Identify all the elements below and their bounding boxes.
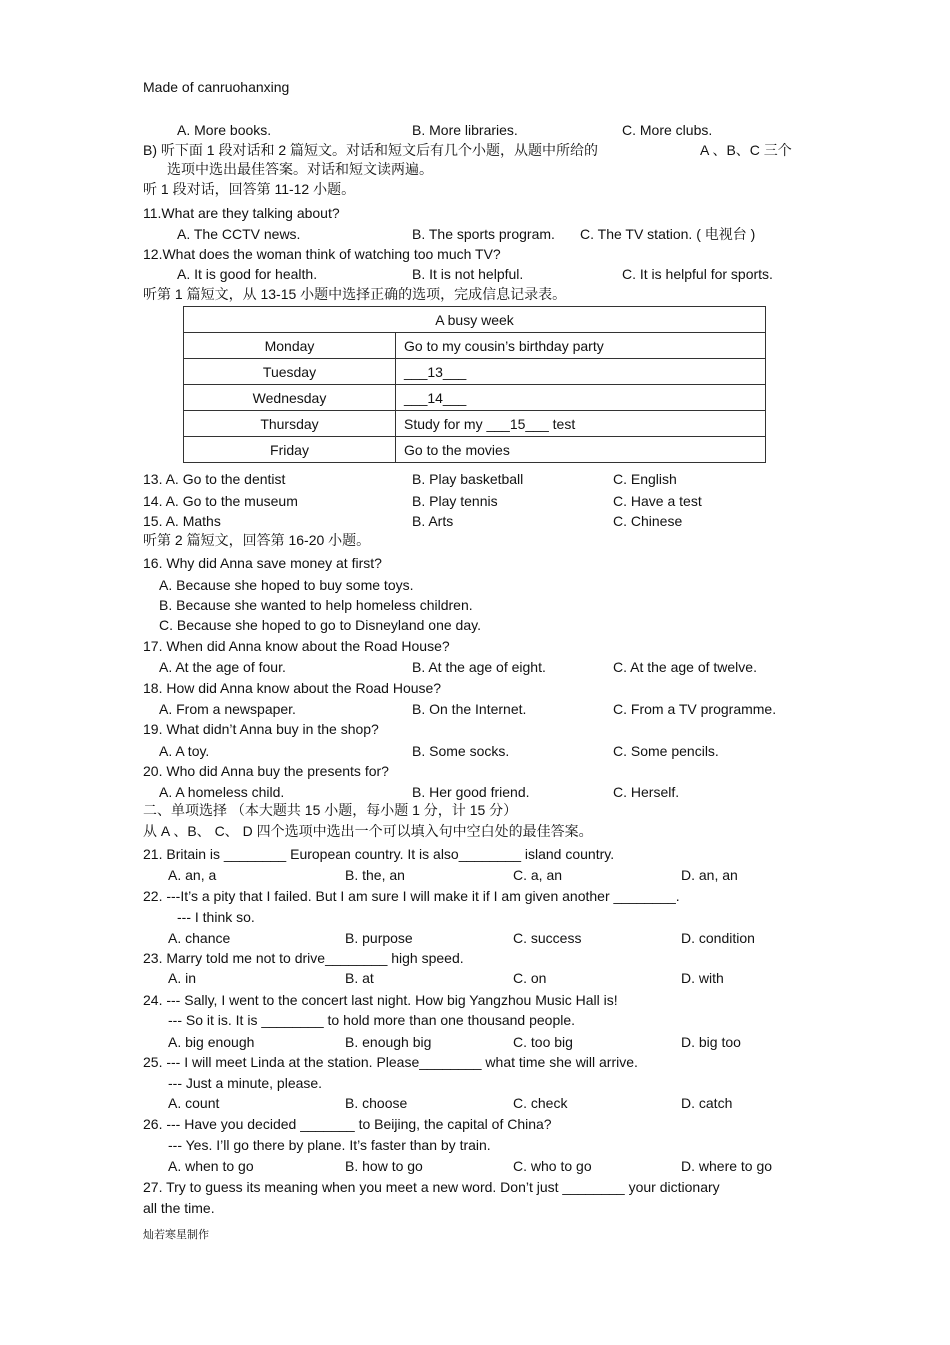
q21-option-a: A. an, a xyxy=(168,867,217,883)
q20-option-b: B. Her good friend. xyxy=(412,784,530,800)
q25-stem: 25. --- I will meet Linda at the station. Please________ what time she will arrive. xyxy=(143,1054,638,1070)
q26-stem: 26. --- Have you decided _______ to Beijing, the capital of China? xyxy=(143,1116,552,1132)
busy-week-table xyxy=(183,306,766,463)
q13-option-c: C. English xyxy=(613,471,677,487)
q22-option-a: A. chance xyxy=(168,930,231,946)
q20-option-c: C. Herself. xyxy=(613,784,680,800)
q11-option-a: A. The CCTV news. xyxy=(177,226,301,242)
page-header: Made of canruohanxing xyxy=(143,79,290,95)
q12-option-a: A. It is good for health. xyxy=(177,266,318,282)
q26-option-b: B. how to go xyxy=(345,1158,423,1174)
q17-option-a: A. At the age of four. xyxy=(159,659,286,675)
q23-option-b: B. at xyxy=(345,970,374,986)
q26-reply: --- Yes. I’ll go there by plane. It’s faster than by train. xyxy=(168,1137,491,1153)
q18-option-c: C. From a TV programme. xyxy=(613,701,777,717)
q15-option-c: C. Chinese xyxy=(613,513,683,529)
table-activity: Go to the movies xyxy=(396,437,766,463)
section-b-line1: B) 听下面 1 段对话和 2 篇短文。对话和短文后有几个小题，从题中所给的 xyxy=(143,142,599,158)
q17-option-c: C. At the age of twelve. xyxy=(613,659,757,675)
q17-stem: 17. When did Anna know about the Road House? xyxy=(143,638,450,654)
q11-option-c: C. The TV station. ( 电视台 ) xyxy=(580,226,756,242)
table-row xyxy=(184,333,766,359)
q24-option-d: D. big too xyxy=(681,1034,741,1050)
table-day: Wednesday xyxy=(184,385,396,411)
q23-option-a: A. in xyxy=(168,970,197,986)
q10-option-b: B. More libraries. xyxy=(412,122,518,138)
table-day: Friday xyxy=(184,437,396,463)
q25-option-b: B. choose xyxy=(345,1095,408,1111)
q25-reply: --- Just a minute, please. xyxy=(168,1075,323,1091)
q22-reply: --- I think so. xyxy=(177,909,255,925)
q14-option-b: B. Play tennis xyxy=(412,493,498,509)
q27-line1: 27. Try to guess its meaning when you meet a new word. Don’t just ________ your dictionary xyxy=(143,1179,720,1195)
q16-option-a: A. Because she hoped to buy some toys. xyxy=(159,577,414,593)
q18-option-a: A. From a newspaper. xyxy=(159,701,296,717)
q19-option-b: B. Some socks. xyxy=(412,743,510,759)
q21-option-c: C. a, an xyxy=(513,867,563,883)
table-activity: ___13___ xyxy=(396,359,766,385)
q16-stem: 16. Why did Anna save money at first? xyxy=(143,555,382,571)
q22-option-d: D. condition xyxy=(681,930,755,946)
q25-option-a: A. count xyxy=(168,1095,220,1111)
q24-option-a: A. big enough xyxy=(168,1034,255,1050)
table-row xyxy=(184,359,766,385)
passage2-instruction: 听第 2 篇短文，回答第 16-20 小题。 xyxy=(143,532,371,548)
q10-option-c: C. More clubs. xyxy=(622,122,713,138)
q12-stem: 12.What does the woman think of watching too much TV? xyxy=(143,246,501,262)
q11-option-b: B. The sports program. xyxy=(412,226,555,242)
table-activity: ___14___ xyxy=(396,385,766,411)
q24-stem: 24. --- Sally, I went to the concert last night. How big Yangzhou Music Hall is! xyxy=(143,992,618,1008)
section-b-line2: 选项中选出最佳答案。对话和短文读两遍。 xyxy=(167,161,433,177)
table-row xyxy=(184,437,766,463)
table-day: Monday xyxy=(184,333,396,359)
q24-option-b: B. enough big xyxy=(345,1034,432,1050)
q20-option-a: A. A homeless child. xyxy=(159,784,285,800)
activity-prefix: Study for my xyxy=(404,415,487,432)
activity-suffix: test xyxy=(548,415,576,432)
section-b-line1-right: A 、B、C 三个 xyxy=(700,142,792,158)
q23-stem: 23. Marry told me not to drive________ high speed. xyxy=(143,950,464,966)
q25-option-c: C. check xyxy=(513,1095,568,1111)
q19-option-a: A. A toy. xyxy=(159,743,210,759)
q24-option-c: C. too big xyxy=(513,1034,573,1050)
q22-option-b: B. purpose xyxy=(345,930,413,946)
table-activity: Go to my cousin’s birthday party xyxy=(396,333,766,359)
q26-option-c: C. who to go xyxy=(513,1158,592,1174)
q12-option-c: C. It is helpful for sports. xyxy=(622,266,773,282)
table-row xyxy=(184,411,766,437)
q15-option-b: B. Arts xyxy=(412,513,454,529)
q23-option-d: D. with xyxy=(681,970,724,986)
q14-option-c: C. Have a test xyxy=(613,493,702,509)
q22-option-c: C. success xyxy=(513,930,582,946)
dialog-instruction: 听 1 段对话，回答第 11-12 小题。 xyxy=(143,181,356,197)
q16-option-b: B. Because she wanted to help homeless children. xyxy=(159,597,473,613)
q21-option-b: B. the, an xyxy=(345,867,405,883)
q20-stem: 20. Who did Anna buy the presents for? xyxy=(143,763,389,779)
q18-stem: 18. How did Anna know about the Road House? xyxy=(143,680,442,696)
q10-option-a: A. More books. xyxy=(177,122,272,138)
q21-option-d: D. an, an xyxy=(681,867,738,883)
q16-option-c: C. Because she hoped to go to Disneyland one day. xyxy=(159,617,481,633)
page-footer: 灿若寒星制作 xyxy=(143,1228,209,1241)
q17-option-b: B. At the age of eight. xyxy=(412,659,546,675)
table-day: Tuesday xyxy=(184,359,396,385)
q11-stem: 11.What are they talking about? xyxy=(143,205,340,221)
table-title: A busy week xyxy=(184,307,766,333)
q13-option-a: 13. A. Go to the dentist xyxy=(143,471,286,487)
q25-option-d: D. catch xyxy=(681,1095,733,1111)
q19-stem: 19. What didn’t Anna buy in the shop? xyxy=(143,721,379,737)
q19-option-c: C. Some pencils. xyxy=(613,743,719,759)
q26-option-a: A. when to go xyxy=(168,1158,254,1174)
table-activity xyxy=(396,411,766,437)
passage1-instruction: 听第 1 篇短文，从 13-15 小题中选择正确的选项，完成信息记录表。 xyxy=(143,286,567,302)
q24-reply: --- So it is. It is ________ to hold more than one thousand people. xyxy=(168,1012,576,1028)
part2-heading: 二、单项选择 （本大题共 15 小题，每小题 1 分，计 15 分） xyxy=(143,802,518,818)
table-row xyxy=(184,385,766,411)
q23-option-c: C. on xyxy=(513,970,547,986)
q13-option-b: B. Play basketball xyxy=(412,471,524,487)
q14-option-a: 14. A. Go to the museum xyxy=(143,493,298,509)
blank-15: ___15___ xyxy=(486,415,549,432)
q26-option-d: D. where to go xyxy=(681,1158,773,1174)
q18-option-b: B. On the Internet. xyxy=(412,701,527,717)
q22-stem: 22. ---It’s a pity that I failed. But I am sure I will make it if I am given another ________. xyxy=(143,888,680,904)
q27-line2: all the time. xyxy=(143,1200,215,1216)
q12-option-b: B. It is not helpful. xyxy=(412,266,524,282)
part2-instruction: 从 A 、B、 C、 D 四个选项中选出一个可以填入句中空白处的最佳答案。 xyxy=(143,823,593,839)
q21-stem: 21. Britain is ________ European country. It is also________ island country. xyxy=(143,846,615,862)
table-day: Thursday xyxy=(184,411,396,437)
q15-option-a: 15. A. Maths xyxy=(143,513,221,529)
